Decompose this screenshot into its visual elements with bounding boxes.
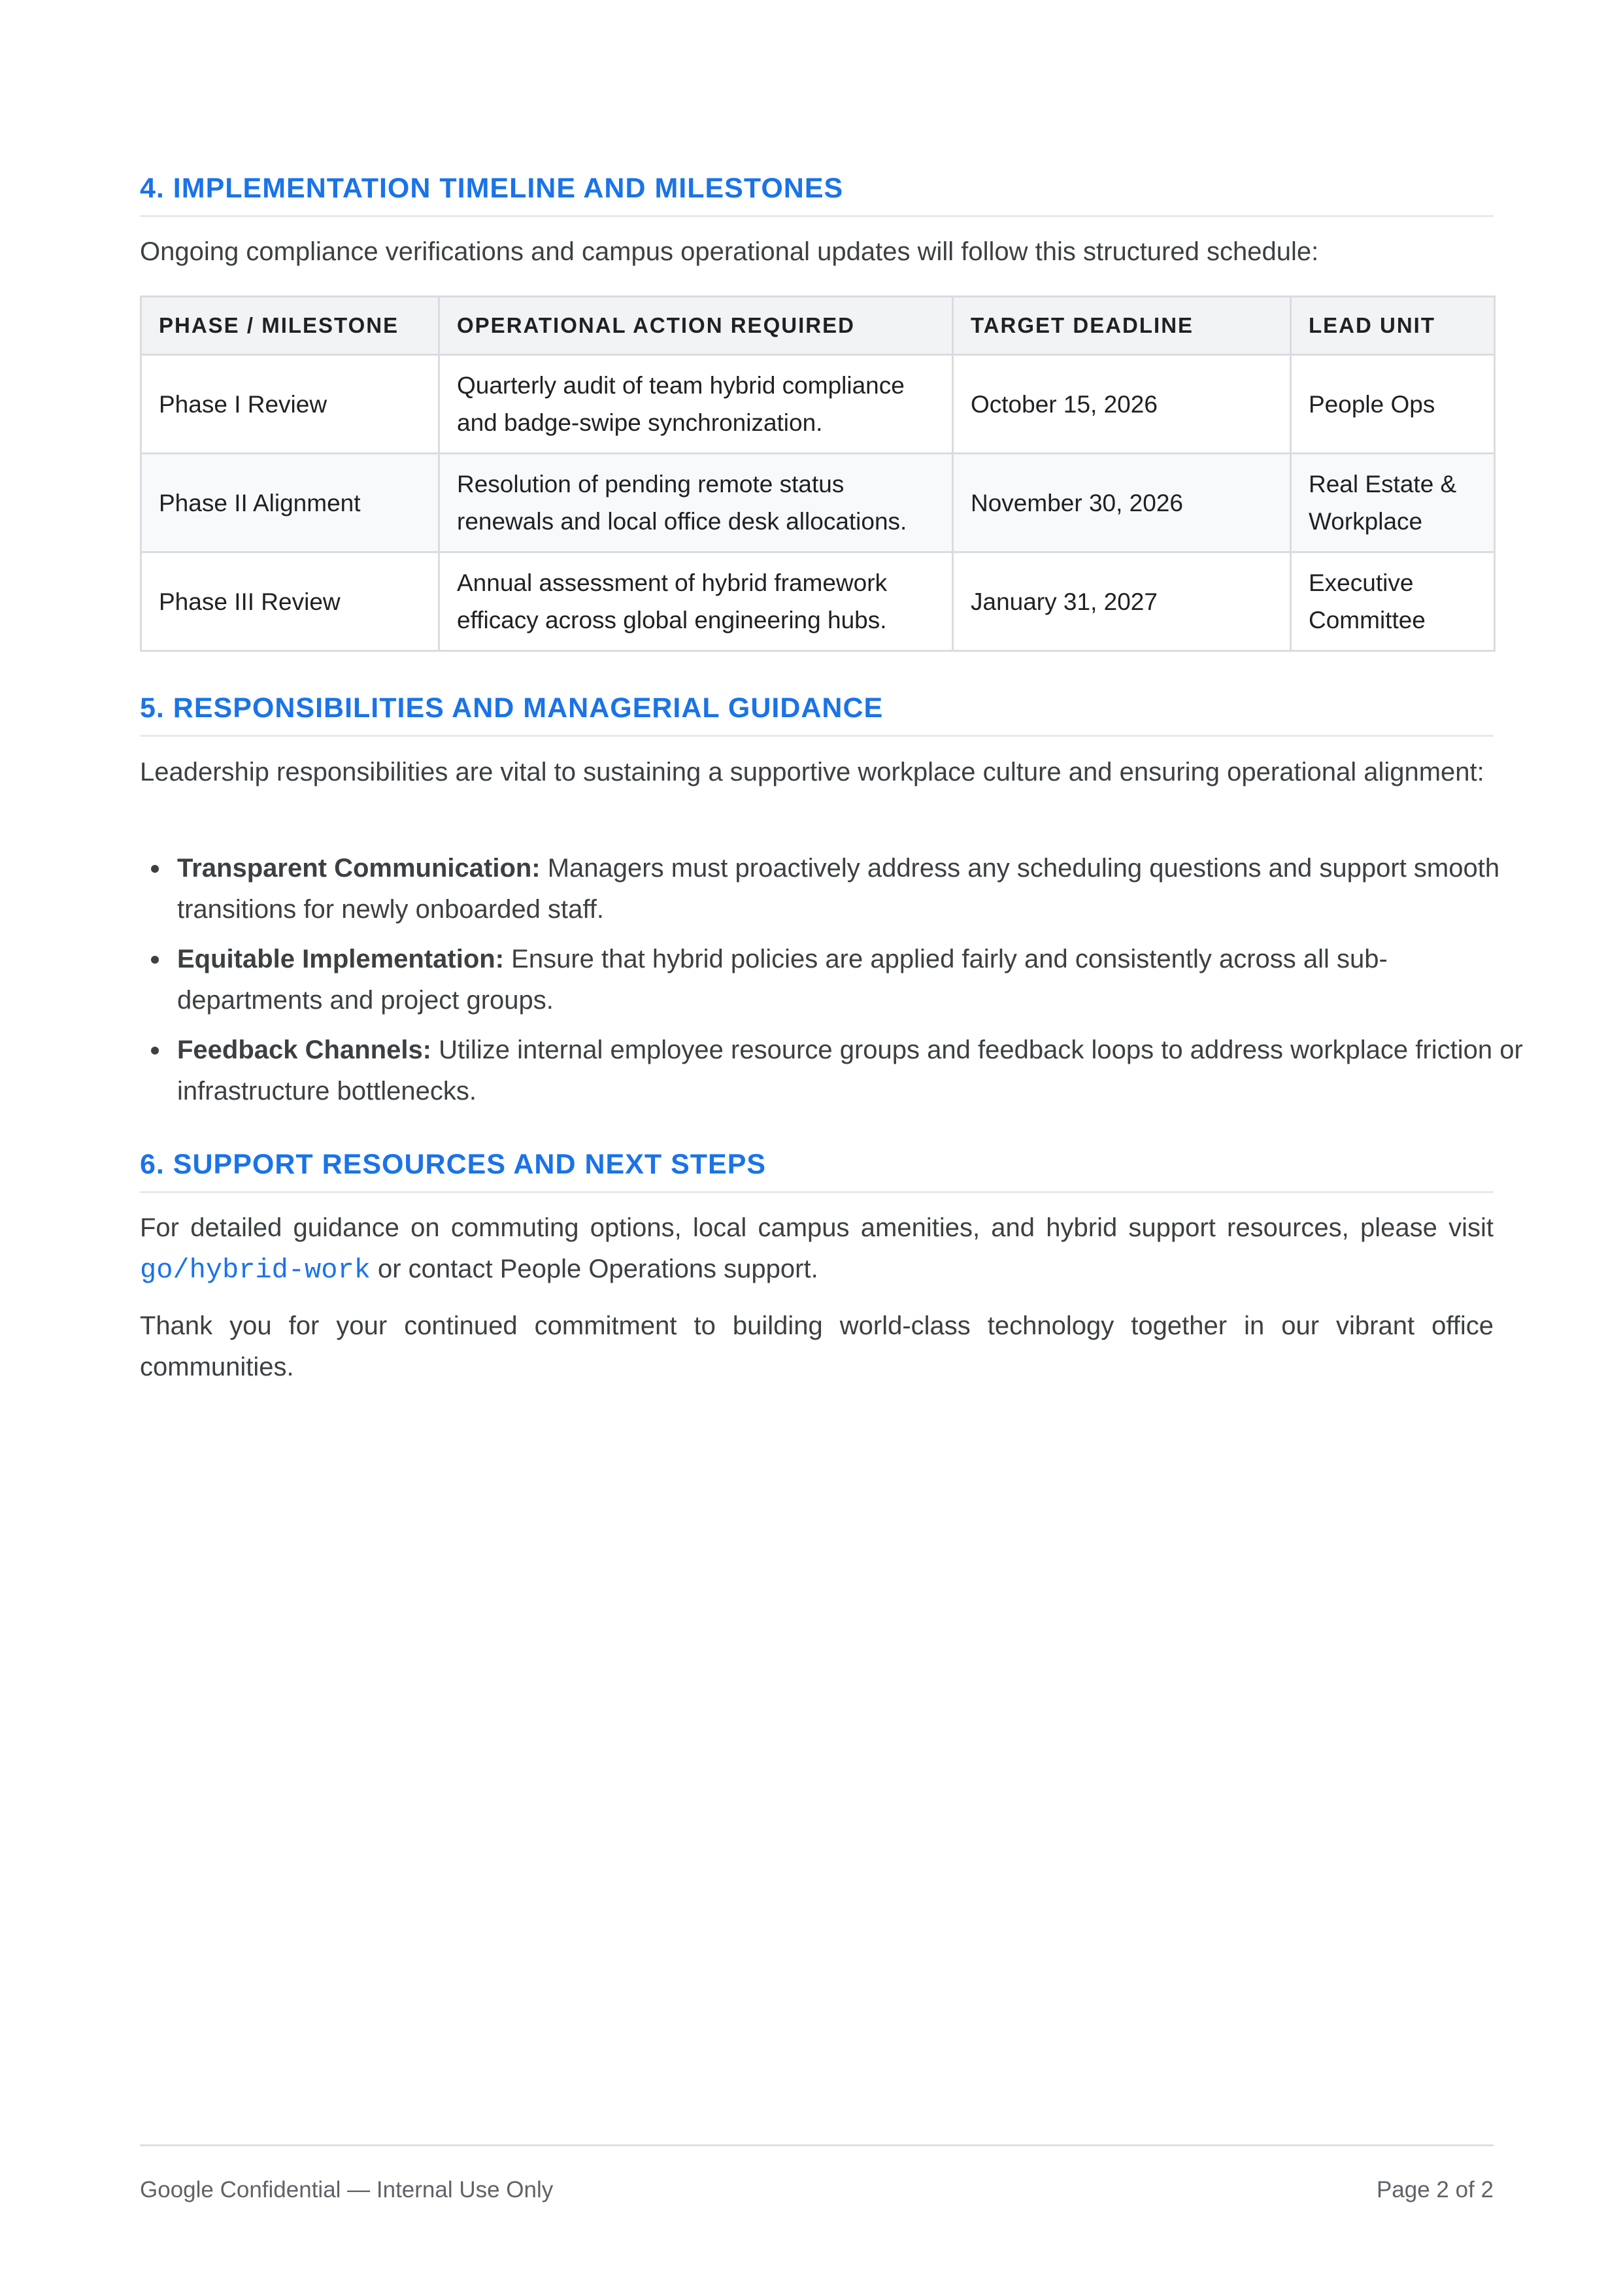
cell-phase: Phase III Review (141, 552, 439, 651)
table-header-row (141, 297, 1495, 355)
column-header-deadline: TARGET DEADLINE (953, 297, 1291, 355)
cell-phase: Phase I Review (141, 355, 439, 454)
list-item-title: Transparent Communication: (177, 854, 541, 883)
list-item-title: Feedback Channels: (177, 1036, 432, 1064)
footer-confidential-notice: Google Confidential — Internal Use Only (140, 2177, 554, 2203)
closing-paragraph: Thank you for your continued commitment to building world-class technology together in our vibrant office communities. (140, 1311, 1494, 1381)
list-item-text: Utilize internal employee resource groups and feedback loops to address workplace friction or infrastructure bottlenecks. (177, 1036, 1523, 1106)
cell-action: Resolution of pending remote status renewals and local office desk allocations. (439, 454, 953, 552)
table-row (141, 454, 1495, 552)
list-item-text: Ensure that hybrid policies are applied fairly and consistently across all sub-departments and project groups. (177, 945, 1388, 1015)
support-text-before: For detailed guidance on commuting options, local campus amenities, and hybrid support resources, please visit (140, 1213, 1494, 1242)
list-item-title: Equitable Implementation: (177, 945, 505, 973)
section-4-heading: 4. IMPLEMENTATION TIMELINE AND MILESTONES (140, 172, 1494, 217)
section-5-intro: Leadership responsibilities are vital to sustaining a supportive workplace culture and ensuring operational alignment: (140, 758, 1484, 786)
section-6-heading: 6. SUPPORT RESOURCES AND NEXT STEPS (140, 1148, 1494, 1193)
cell-lead-unit: Executive Committee (1291, 552, 1495, 651)
cell-lead-unit: Real Estate & Workplace (1291, 454, 1495, 552)
table-row (141, 552, 1495, 651)
column-header-phase: PHASE / MILESTONE (141, 297, 439, 355)
section-4-intro: Ongoing compliance verifications and campus operational updates will follow this structured schedule: (140, 237, 1319, 266)
list-item (177, 939, 1531, 1021)
cell-deadline: November 30, 2026 (953, 454, 1291, 552)
list-item-text: Managers must proactively address any scheduling questions and support smooth transitions for newly onboarded staff. (177, 854, 1500, 924)
footer-divider (140, 2144, 1494, 2146)
cell-action: Annual assessment of hybrid framework efficacy across global engineering hubs. (439, 552, 953, 651)
responsibilities-list (140, 848, 1531, 1121)
list-item (177, 1030, 1531, 1112)
support-paragraph (140, 1207, 1494, 1291)
cell-action: Quarterly audit of team hybrid compliance and badge-swipe synchronization. (439, 355, 953, 454)
cell-deadline: October 15, 2026 (953, 355, 1291, 454)
support-text-after: or contact People Operations support. (370, 1255, 818, 1283)
cell-phase: Phase II Alignment (141, 454, 439, 552)
hybrid-work-link[interactable]: go/hybrid-work (140, 1255, 371, 1286)
cell-lead-unit: People Ops (1291, 355, 1495, 454)
list-item (177, 848, 1531, 930)
column-header-lead-unit: LEAD UNIT (1291, 297, 1495, 355)
milestones-table (140, 295, 1496, 652)
cell-deadline: January 31, 2027 (953, 552, 1291, 651)
section-5-heading: 5. RESPONSIBILITIES AND MANAGERIAL GUIDANCE (140, 692, 1494, 737)
column-header-action: OPERATIONAL ACTION REQUIRED (439, 297, 953, 355)
table-row (141, 355, 1495, 454)
footer-page-number: Page 2 of 2 (1376, 2177, 1494, 2203)
